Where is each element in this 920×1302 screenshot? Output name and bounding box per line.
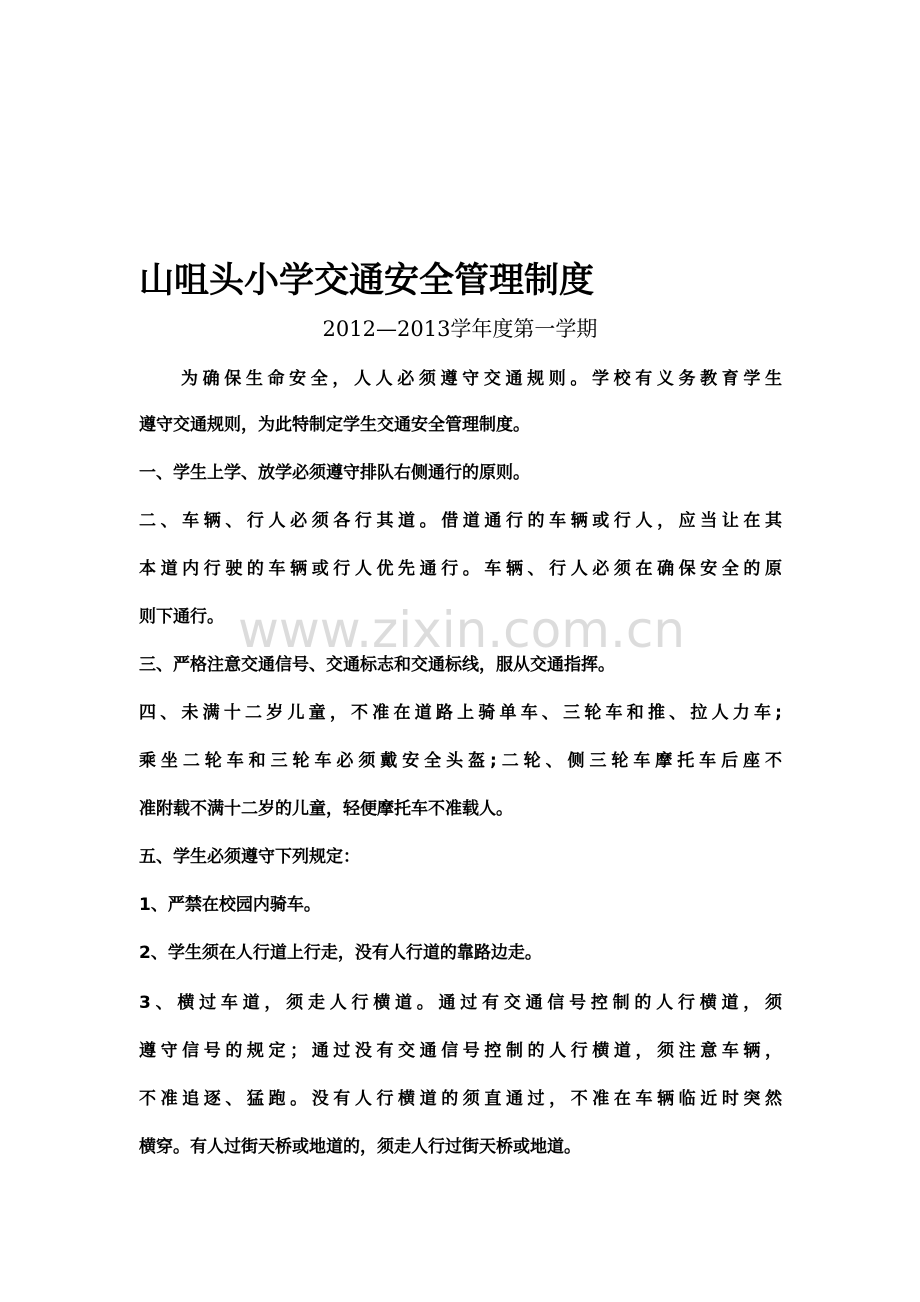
rule-3-line: 三、严格注意交通信号、交通标志和交通标线，服从交通指挥。 <box>139 655 615 675</box>
rule-2-line-1: 二、车辆、行人必须各行其道。借道通行的车辆或行人，应当让在其 <box>139 511 782 531</box>
rule-1-line: 一、学生上学、放学必须遵守排队右侧通行的原则。 <box>139 463 530 483</box>
rule-2-line-3: 则下通行。 <box>139 607 224 627</box>
document-title: 山咀头小学交通安全管理制度 <box>139 261 595 301</box>
watermark: www.zixin.com.cn <box>238 601 686 659</box>
rule-5-item-3-line-1: 3、横过车道，须走人行横道。通过有交通信号控制的人行横道，须 <box>139 993 782 1013</box>
rule-5-item-3-line-2: 遵守信号的规定；通过没有交通信号控制的人行横道，须注意车辆， <box>139 1041 782 1061</box>
rule-4-line-2: 乘坐二轮车和三轮车必须戴安全头盔;二轮、侧三轮车摩托车后座不 <box>139 751 782 771</box>
rule-5-item-1: 1、严禁在校园内骑车。 <box>139 895 321 915</box>
rule-4-line-1: 四、未满十二岁儿童，不准在道路上骑单车、三轮车和推、拉人力车; <box>139 703 782 723</box>
intro-line-2: 遵守交通规则，为此特制定学生交通安全管理制度。 <box>139 415 530 435</box>
rule-5-item-3-line-3: 不准追逐、猛跑。没有人行横道的须直通过，不准在车辆临近时突然 <box>139 1089 782 1109</box>
rule-5-item-2: 2、学生须在人行道上行走，没有人行道的靠路边走。 <box>139 943 542 963</box>
rule-4-line-3: 准附载不满十二岁的儿童，轻便摩托车不准载人。 <box>139 799 513 819</box>
rule-2-line-2: 本道内行驶的车辆或行人优先通行。车辆、行人必须在确保安全的原 <box>139 559 782 579</box>
rule-5-heading: 五、学生必须遵守下列规定： <box>139 847 360 867</box>
document-subtitle: 2012—2013学年度第一学期 <box>322 317 598 341</box>
intro-line-1: 为确保生命安全，人人必须遵守交通规则。学校有义务教育学生 <box>181 369 782 389</box>
rule-5-item-3-line-4: 横穿。有人过街天桥或地道的，须走人行过街天桥或地道。 <box>139 1137 581 1157</box>
